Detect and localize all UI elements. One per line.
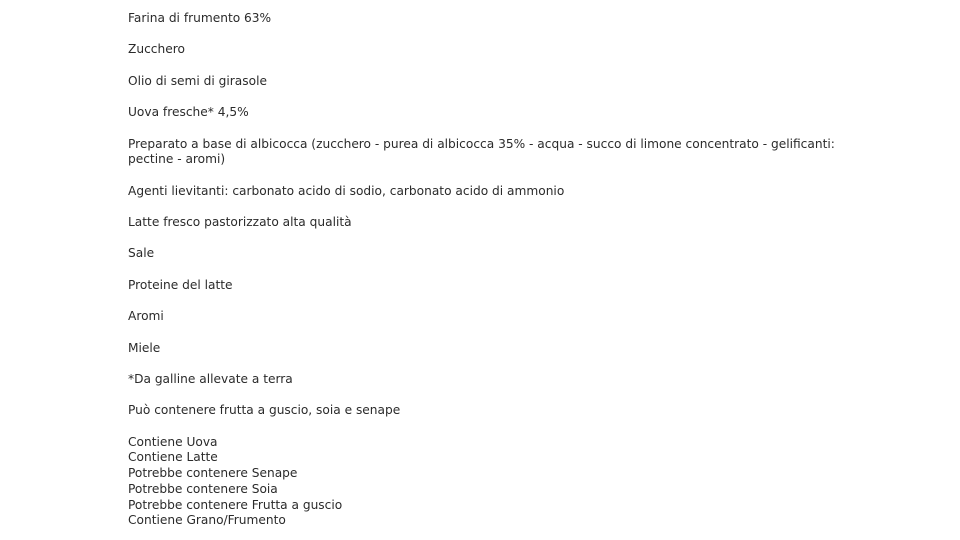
ingredient-item: Preparato a base di albicocca (zucchero - purea di albicocca 35% - acqua - succo di limone concentrato - gelificanti: pectine - aromi) (128, 136, 835, 167)
ingredient-item: Zucchero (128, 42, 185, 57)
allergen-item: Potrebbe contenere Frutta a guscio (128, 497, 343, 512)
ingredients-section (128, 11, 843, 529)
may-contain-note: Può contenere frutta a guscio, soia e senape (128, 403, 401, 418)
allergen-item: Potrebbe contenere Soia (128, 481, 278, 496)
ingredient-item: Proteine del latte (128, 277, 233, 292)
ingredient-item: Olio di semi di girasole (128, 73, 267, 88)
allergen-item: Contiene Latte (128, 450, 218, 465)
ingredient-item: Uova fresche* 4,5% (128, 105, 249, 120)
ingredient-item: Agenti lievitanti: carbonato acido di sodio, carbonato acido di ammonio (128, 183, 565, 198)
ingredient-item: Sale (128, 246, 155, 261)
allergen-list (128, 435, 843, 529)
footnote: *Da galline allevate a terra (128, 372, 293, 386)
allergen-item: Contiene Grano/Frumento (128, 513, 286, 528)
ingredient-item: Miele (128, 340, 161, 355)
ingredient-item: Farina di frumento 63% (128, 11, 272, 25)
ingredient-item: Aromi (128, 309, 164, 324)
allergen-item: Contiene Uova (128, 434, 218, 449)
ingredient-item: Latte fresco pastorizzato alta qualità (128, 215, 352, 230)
allergen-item: Potrebbe contenere Senape (128, 466, 298, 481)
